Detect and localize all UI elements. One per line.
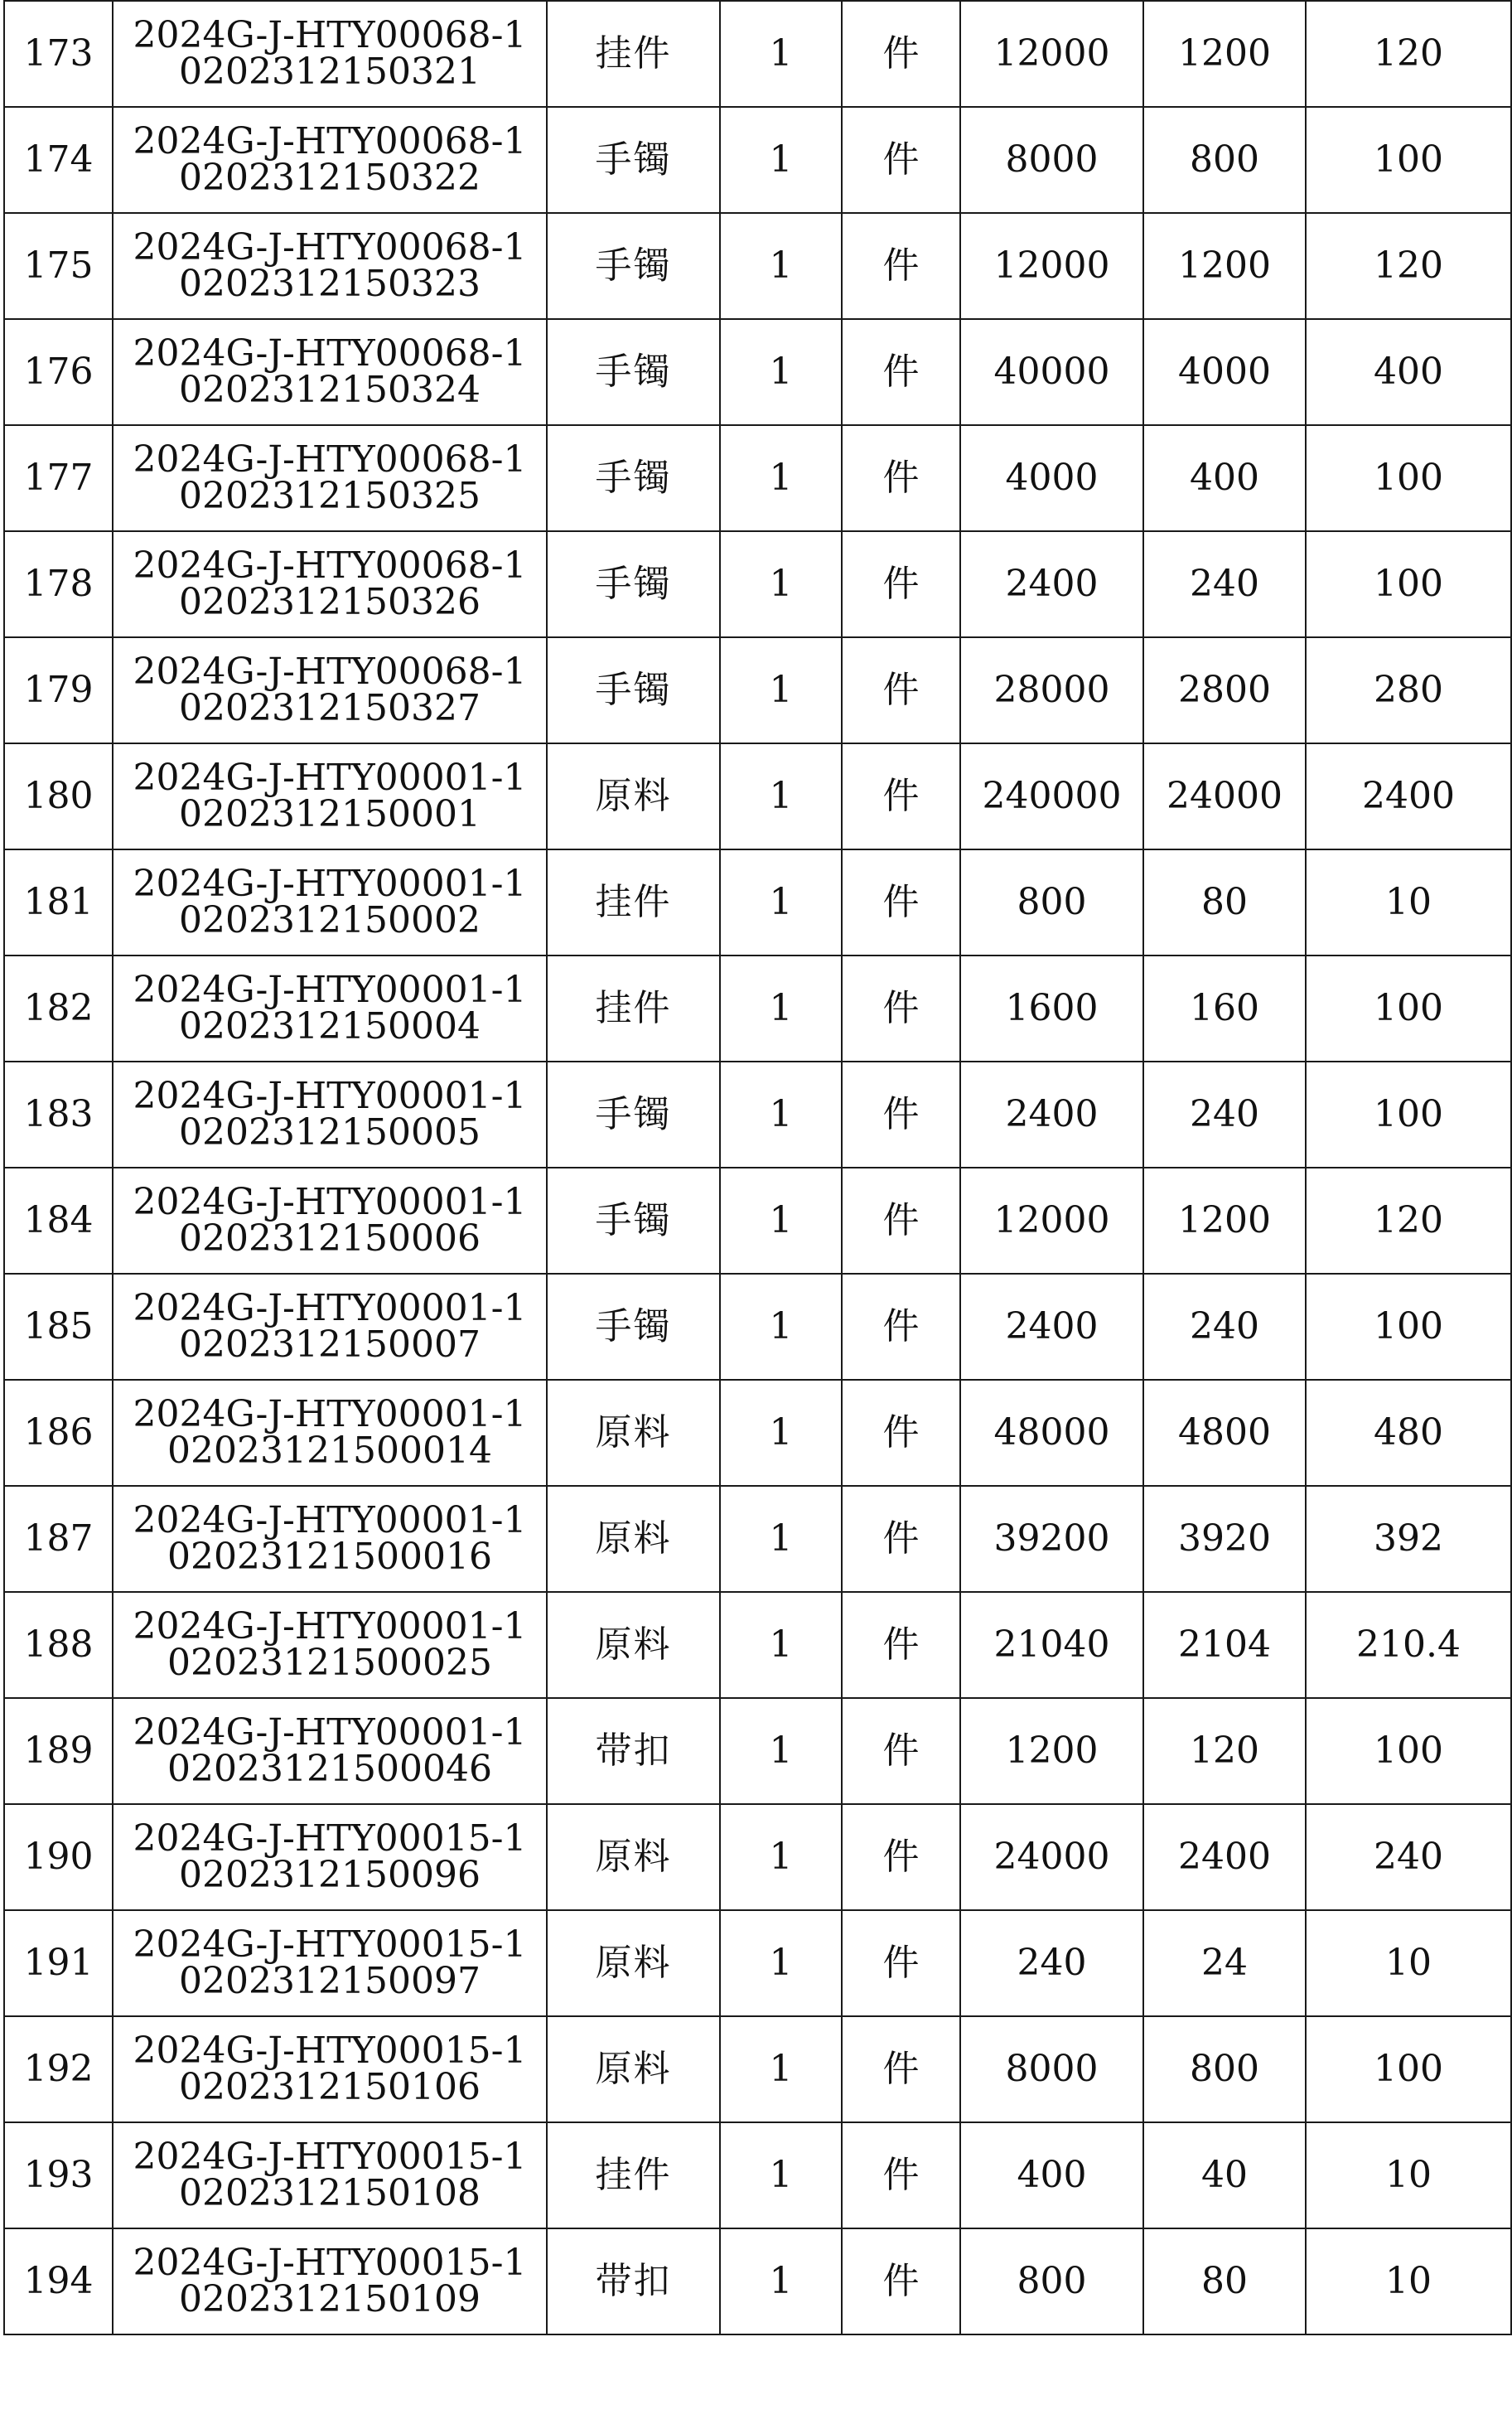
- item-code-line1: 2024G-J-HTY00001-1: [133, 1181, 527, 1223]
- row-index: 177: [4, 425, 113, 531]
- item-value-3: 100: [1306, 1062, 1511, 1168]
- item-value-2: 2104: [1143, 1592, 1306, 1698]
- item-name: 原料: [547, 1592, 720, 1698]
- item-value-2: 40: [1143, 2122, 1306, 2228]
- row-index: 175: [4, 213, 113, 319]
- table-row: [4, 1, 1511, 107]
- item-name: 手镯: [547, 531, 720, 637]
- item-quantity: 1: [720, 1698, 842, 1804]
- item-code: [113, 531, 547, 637]
- table-row: [4, 107, 1511, 213]
- item-code-line1: 2024G-J-HTY00015-1: [133, 1923, 527, 1966]
- item-name: 原料: [547, 743, 720, 849]
- table-body: [4, 1, 1511, 2334]
- item-code-line2: 0202312150323: [179, 263, 481, 305]
- table-row: [4, 637, 1511, 743]
- item-code-line2: 0202312150002: [179, 899, 481, 941]
- item-code: [113, 1698, 547, 1804]
- item-quantity: 1: [720, 213, 842, 319]
- item-value-3: 100: [1306, 531, 1511, 637]
- item-value-2: 1200: [1143, 1, 1306, 107]
- row-index: 192: [4, 2016, 113, 2122]
- item-value-2: 400: [1143, 425, 1306, 531]
- item-code-line2: 0202312150321: [179, 51, 481, 93]
- item-name: 原料: [547, 1486, 720, 1592]
- row-index: 173: [4, 1, 113, 107]
- item-name: 挂件: [547, 1, 720, 107]
- item-unit: 件: [842, 1274, 960, 1380]
- item-value-3: 10: [1306, 849, 1511, 956]
- item-value-1: 2400: [960, 531, 1143, 637]
- item-value-1: 1600: [960, 956, 1143, 1062]
- item-value-1: 12000: [960, 1168, 1143, 1274]
- item-code: [113, 213, 547, 319]
- item-value-2: 800: [1143, 2016, 1306, 2122]
- item-code-line1: 2024G-J-HTY00001-1: [133, 1711, 527, 1754]
- item-code: [113, 1592, 547, 1698]
- table-row: [4, 2228, 1511, 2334]
- item-unit: 件: [842, 2228, 960, 2334]
- item-name: 原料: [547, 2016, 720, 2122]
- item-value-3: 100: [1306, 425, 1511, 531]
- item-code-line1: 2024G-J-HTY00068-1: [133, 120, 527, 162]
- item-value-1: 2400: [960, 1274, 1143, 1380]
- row-index: 193: [4, 2122, 113, 2228]
- item-value-2: 240: [1143, 1274, 1306, 1380]
- item-unit: 件: [842, 956, 960, 1062]
- item-value-3: 210.4: [1306, 1592, 1511, 1698]
- item-code-line1: 2024G-J-HTY00015-1: [133, 2242, 527, 2284]
- item-name: 原料: [547, 1804, 720, 1910]
- item-unit: 件: [842, 1168, 960, 1274]
- item-value-1: 4000: [960, 425, 1143, 531]
- table-row: [4, 531, 1511, 637]
- item-value-3: 10: [1306, 2228, 1511, 2334]
- table-row: [4, 743, 1511, 849]
- item-code-line2: 0202312150327: [179, 687, 481, 729]
- item-code: [113, 1168, 547, 1274]
- item-value-3: 100: [1306, 1698, 1511, 1804]
- row-index: 194: [4, 2228, 113, 2334]
- item-value-3: 100: [1306, 2016, 1511, 2122]
- item-value-2: 80: [1143, 2228, 1306, 2334]
- item-code-line2: 0202312150097: [179, 1960, 481, 2002]
- row-index: 187: [4, 1486, 113, 1592]
- table-row: [4, 1380, 1511, 1486]
- item-value-1: 12000: [960, 213, 1143, 319]
- table-row: [4, 319, 1511, 425]
- item-code: [113, 107, 547, 213]
- item-code: [113, 1062, 547, 1168]
- item-value-1: 1200: [960, 1698, 1143, 1804]
- item-quantity: 1: [720, 1168, 842, 1274]
- item-value-1: 12000: [960, 1, 1143, 107]
- row-index: 181: [4, 849, 113, 956]
- item-code-line2: 0202312150006: [179, 1217, 481, 1260]
- row-index: 178: [4, 531, 113, 637]
- item-quantity: 1: [720, 1380, 842, 1486]
- item-value-3: 400: [1306, 319, 1511, 425]
- item-name: 原料: [547, 1910, 720, 2016]
- item-value-1: 40000: [960, 319, 1143, 425]
- item-value-2: 80: [1143, 849, 1306, 956]
- item-value-2: 2400: [1143, 1804, 1306, 1910]
- item-code-line1: 2024G-J-HTY00001-1: [133, 1287, 527, 1329]
- item-value-2: 24: [1143, 1910, 1306, 2016]
- item-code: [113, 425, 547, 531]
- item-code-line1: 2024G-J-HTY00015-1: [133, 2136, 527, 2178]
- item-value-2: 240: [1143, 531, 1306, 637]
- item-code-line1: 2024G-J-HTY00001-1: [133, 969, 527, 1011]
- item-value-2: 240: [1143, 1062, 1306, 1168]
- item-code-line1: 2024G-J-HTY00001-1: [133, 757, 527, 799]
- item-unit: 件: [842, 1062, 960, 1168]
- item-code-line2: 0202312150106: [179, 2066, 481, 2108]
- item-name: 手镯: [547, 425, 720, 531]
- item-value-1: 2400: [960, 1062, 1143, 1168]
- item-code: [113, 1380, 547, 1486]
- item-unit: 件: [842, 743, 960, 849]
- item-value-2: 3920: [1143, 1486, 1306, 1592]
- item-value-2: 120: [1143, 1698, 1306, 1804]
- table-row: [4, 956, 1511, 1062]
- item-unit: 件: [842, 1486, 960, 1592]
- table-row: [4, 1486, 1511, 1592]
- item-unit: 件: [842, 1804, 960, 1910]
- item-code: [113, 1910, 547, 2016]
- item-code: [113, 1, 547, 107]
- item-code: [113, 956, 547, 1062]
- item-value-1: 800: [960, 849, 1143, 956]
- item-name: 原料: [547, 1380, 720, 1486]
- item-name: 挂件: [547, 2122, 720, 2228]
- item-code-line2: 02023121500046: [167, 1748, 492, 1790]
- item-code-line2: 0202312150005: [179, 1111, 481, 1154]
- item-value-3: 120: [1306, 213, 1511, 319]
- item-code-line1: 2024G-J-HTY00068-1: [133, 226, 527, 269]
- item-quantity: 1: [720, 1062, 842, 1168]
- item-name: 挂件: [547, 849, 720, 956]
- row-index: 185: [4, 1274, 113, 1380]
- item-unit: 件: [842, 2122, 960, 2228]
- item-unit: 件: [842, 213, 960, 319]
- item-code-line2: 02023121500014: [167, 1430, 492, 1472]
- item-value-1: 21040: [960, 1592, 1143, 1698]
- row-index: 188: [4, 1592, 113, 1698]
- item-quantity: 1: [720, 2016, 842, 2122]
- item-code-line2: 0202312150096: [179, 1854, 481, 1896]
- row-index: 190: [4, 1804, 113, 1910]
- row-index: 189: [4, 1698, 113, 1804]
- item-quantity: 1: [720, 2122, 842, 2228]
- item-value-1: 400: [960, 2122, 1143, 2228]
- item-code-line1: 2024G-J-HTY00001-1: [133, 1393, 527, 1435]
- item-code: [113, 1486, 547, 1592]
- item-value-2: 800: [1143, 107, 1306, 213]
- item-code: [113, 849, 547, 956]
- item-code-line2: 0202312150324: [179, 369, 481, 411]
- table-row: [4, 1168, 1511, 1274]
- row-index: 174: [4, 107, 113, 213]
- item-quantity: 1: [720, 425, 842, 531]
- item-value-3: 10: [1306, 1910, 1511, 2016]
- item-value-3: 280: [1306, 637, 1511, 743]
- row-index: 182: [4, 956, 113, 1062]
- item-unit: 件: [842, 849, 960, 956]
- table-row: [4, 1698, 1511, 1804]
- item-code: [113, 637, 547, 743]
- item-value-2: 4000: [1143, 319, 1306, 425]
- item-code-line2: 0202312150108: [179, 2172, 481, 2214]
- table-row: [4, 2016, 1511, 2122]
- item-value-2: 160: [1143, 956, 1306, 1062]
- row-index: 180: [4, 743, 113, 849]
- table-row: [4, 1274, 1511, 1380]
- item-value-3: 100: [1306, 107, 1511, 213]
- row-index: 191: [4, 1910, 113, 2016]
- item-code-line1: 2024G-J-HTY00068-1: [133, 332, 527, 375]
- item-value-2: 1200: [1143, 1168, 1306, 1274]
- item-name: 手镯: [547, 1062, 720, 1168]
- item-quantity: 1: [720, 1274, 842, 1380]
- item-value-1: 8000: [960, 107, 1143, 213]
- item-code-line1: 2024G-J-HTY00015-1: [133, 2030, 527, 2072]
- item-value-1: 48000: [960, 1380, 1143, 1486]
- table-row: [4, 213, 1511, 319]
- item-code-line1: 2024G-J-HTY00001-1: [133, 1605, 527, 1647]
- item-value-1: 28000: [960, 637, 1143, 743]
- item-quantity: 1: [720, 637, 842, 743]
- item-unit: 件: [842, 107, 960, 213]
- item-value-2: 24000: [1143, 743, 1306, 849]
- item-name: 手镯: [547, 319, 720, 425]
- item-value-3: 240: [1306, 1804, 1511, 1910]
- item-code-line2: 0202312150004: [179, 1005, 481, 1047]
- item-code: [113, 2228, 547, 2334]
- item-quantity: 1: [720, 1486, 842, 1592]
- item-name: 手镯: [547, 637, 720, 743]
- row-index: 184: [4, 1168, 113, 1274]
- item-value-3: 480: [1306, 1380, 1511, 1486]
- item-value-3: 120: [1306, 1168, 1511, 1274]
- item-unit: 件: [842, 319, 960, 425]
- item-unit: 件: [842, 637, 960, 743]
- item-name: 手镯: [547, 107, 720, 213]
- item-value-2: 1200: [1143, 213, 1306, 319]
- row-index: 183: [4, 1062, 113, 1168]
- item-code-line2: 02023121500025: [167, 1642, 492, 1684]
- item-unit: 件: [842, 425, 960, 531]
- item-value-1: 8000: [960, 2016, 1143, 2122]
- item-unit: 件: [842, 1, 960, 107]
- item-value-2: 2800: [1143, 637, 1306, 743]
- item-code-line2: 0202312150325: [179, 475, 481, 517]
- row-index: 179: [4, 637, 113, 743]
- item-value-3: 10: [1306, 2122, 1511, 2228]
- item-quantity: 1: [720, 849, 842, 956]
- item-quantity: 1: [720, 319, 842, 425]
- item-quantity: 1: [720, 743, 842, 849]
- item-value-3: 120: [1306, 1, 1511, 107]
- item-code-line2: 0202312150007: [179, 1323, 481, 1366]
- item-code-line2: 0202312150322: [179, 157, 481, 199]
- item-name: 手镯: [547, 1168, 720, 1274]
- item-code-line1: 2024G-J-HTY00001-1: [133, 863, 527, 905]
- item-code-line1: 2024G-J-HTY00001-1: [133, 1499, 527, 1541]
- row-index: 176: [4, 319, 113, 425]
- item-quantity: 1: [720, 2228, 842, 2334]
- table-row: [4, 2122, 1511, 2228]
- items-table: [3, 0, 1512, 2335]
- item-code: [113, 1804, 547, 1910]
- item-unit: 件: [842, 531, 960, 637]
- item-name: 手镯: [547, 1274, 720, 1380]
- item-unit: 件: [842, 1592, 960, 1698]
- table-row: [4, 1592, 1511, 1698]
- item-value-1: 240000: [960, 743, 1143, 849]
- item-value-1: 39200: [960, 1486, 1143, 1592]
- item-code-line2: 0202312150326: [179, 581, 481, 623]
- table-row: [4, 849, 1511, 956]
- item-value-3: 392: [1306, 1486, 1511, 1592]
- item-code: [113, 2122, 547, 2228]
- item-value-3: 2400: [1306, 743, 1511, 849]
- item-name: 带扣: [547, 2228, 720, 2334]
- item-code-line1: 2024G-J-HTY00068-1: [133, 544, 527, 587]
- item-value-1: 240: [960, 1910, 1143, 2016]
- item-code: [113, 743, 547, 849]
- item-name: 带扣: [547, 1698, 720, 1804]
- item-unit: 件: [842, 2016, 960, 2122]
- item-code: [113, 1274, 547, 1380]
- item-value-3: 100: [1306, 956, 1511, 1062]
- item-code-line1: 2024G-J-HTY00001-1: [133, 1075, 527, 1117]
- item-quantity: 1: [720, 956, 842, 1062]
- item-code-line2: 0202312150109: [179, 2278, 481, 2320]
- table-row: [4, 425, 1511, 531]
- table-row: [4, 1062, 1511, 1168]
- item-code-line2: 02023121500016: [167, 1536, 492, 1578]
- item-quantity: 1: [720, 1910, 842, 2016]
- item-quantity: 1: [720, 1, 842, 107]
- item-code-line1: 2024G-J-HTY00068-1: [133, 651, 527, 693]
- item-code: [113, 319, 547, 425]
- item-quantity: 1: [720, 107, 842, 213]
- item-code-line2: 0202312150001: [179, 793, 481, 835]
- item-unit: 件: [842, 1910, 960, 2016]
- item-quantity: 1: [720, 531, 842, 637]
- table-row: [4, 1804, 1511, 1910]
- item-value-3: 100: [1306, 1274, 1511, 1380]
- item-name: 手镯: [547, 213, 720, 319]
- item-quantity: 1: [720, 1804, 842, 1910]
- item-code-line1: 2024G-J-HTY00068-1: [133, 14, 527, 56]
- item-value-1: 24000: [960, 1804, 1143, 1910]
- row-index: 186: [4, 1380, 113, 1486]
- item-value-1: 800: [960, 2228, 1143, 2334]
- item-code-line1: 2024G-J-HTY00015-1: [133, 1817, 527, 1860]
- item-code-line1: 2024G-J-HTY00068-1: [133, 438, 527, 481]
- item-code: [113, 2016, 547, 2122]
- item-quantity: 1: [720, 1592, 842, 1698]
- item-value-2: 4800: [1143, 1380, 1306, 1486]
- item-name: 挂件: [547, 956, 720, 1062]
- table-row: [4, 1910, 1511, 2016]
- item-unit: 件: [842, 1380, 960, 1486]
- item-unit: 件: [842, 1698, 960, 1804]
